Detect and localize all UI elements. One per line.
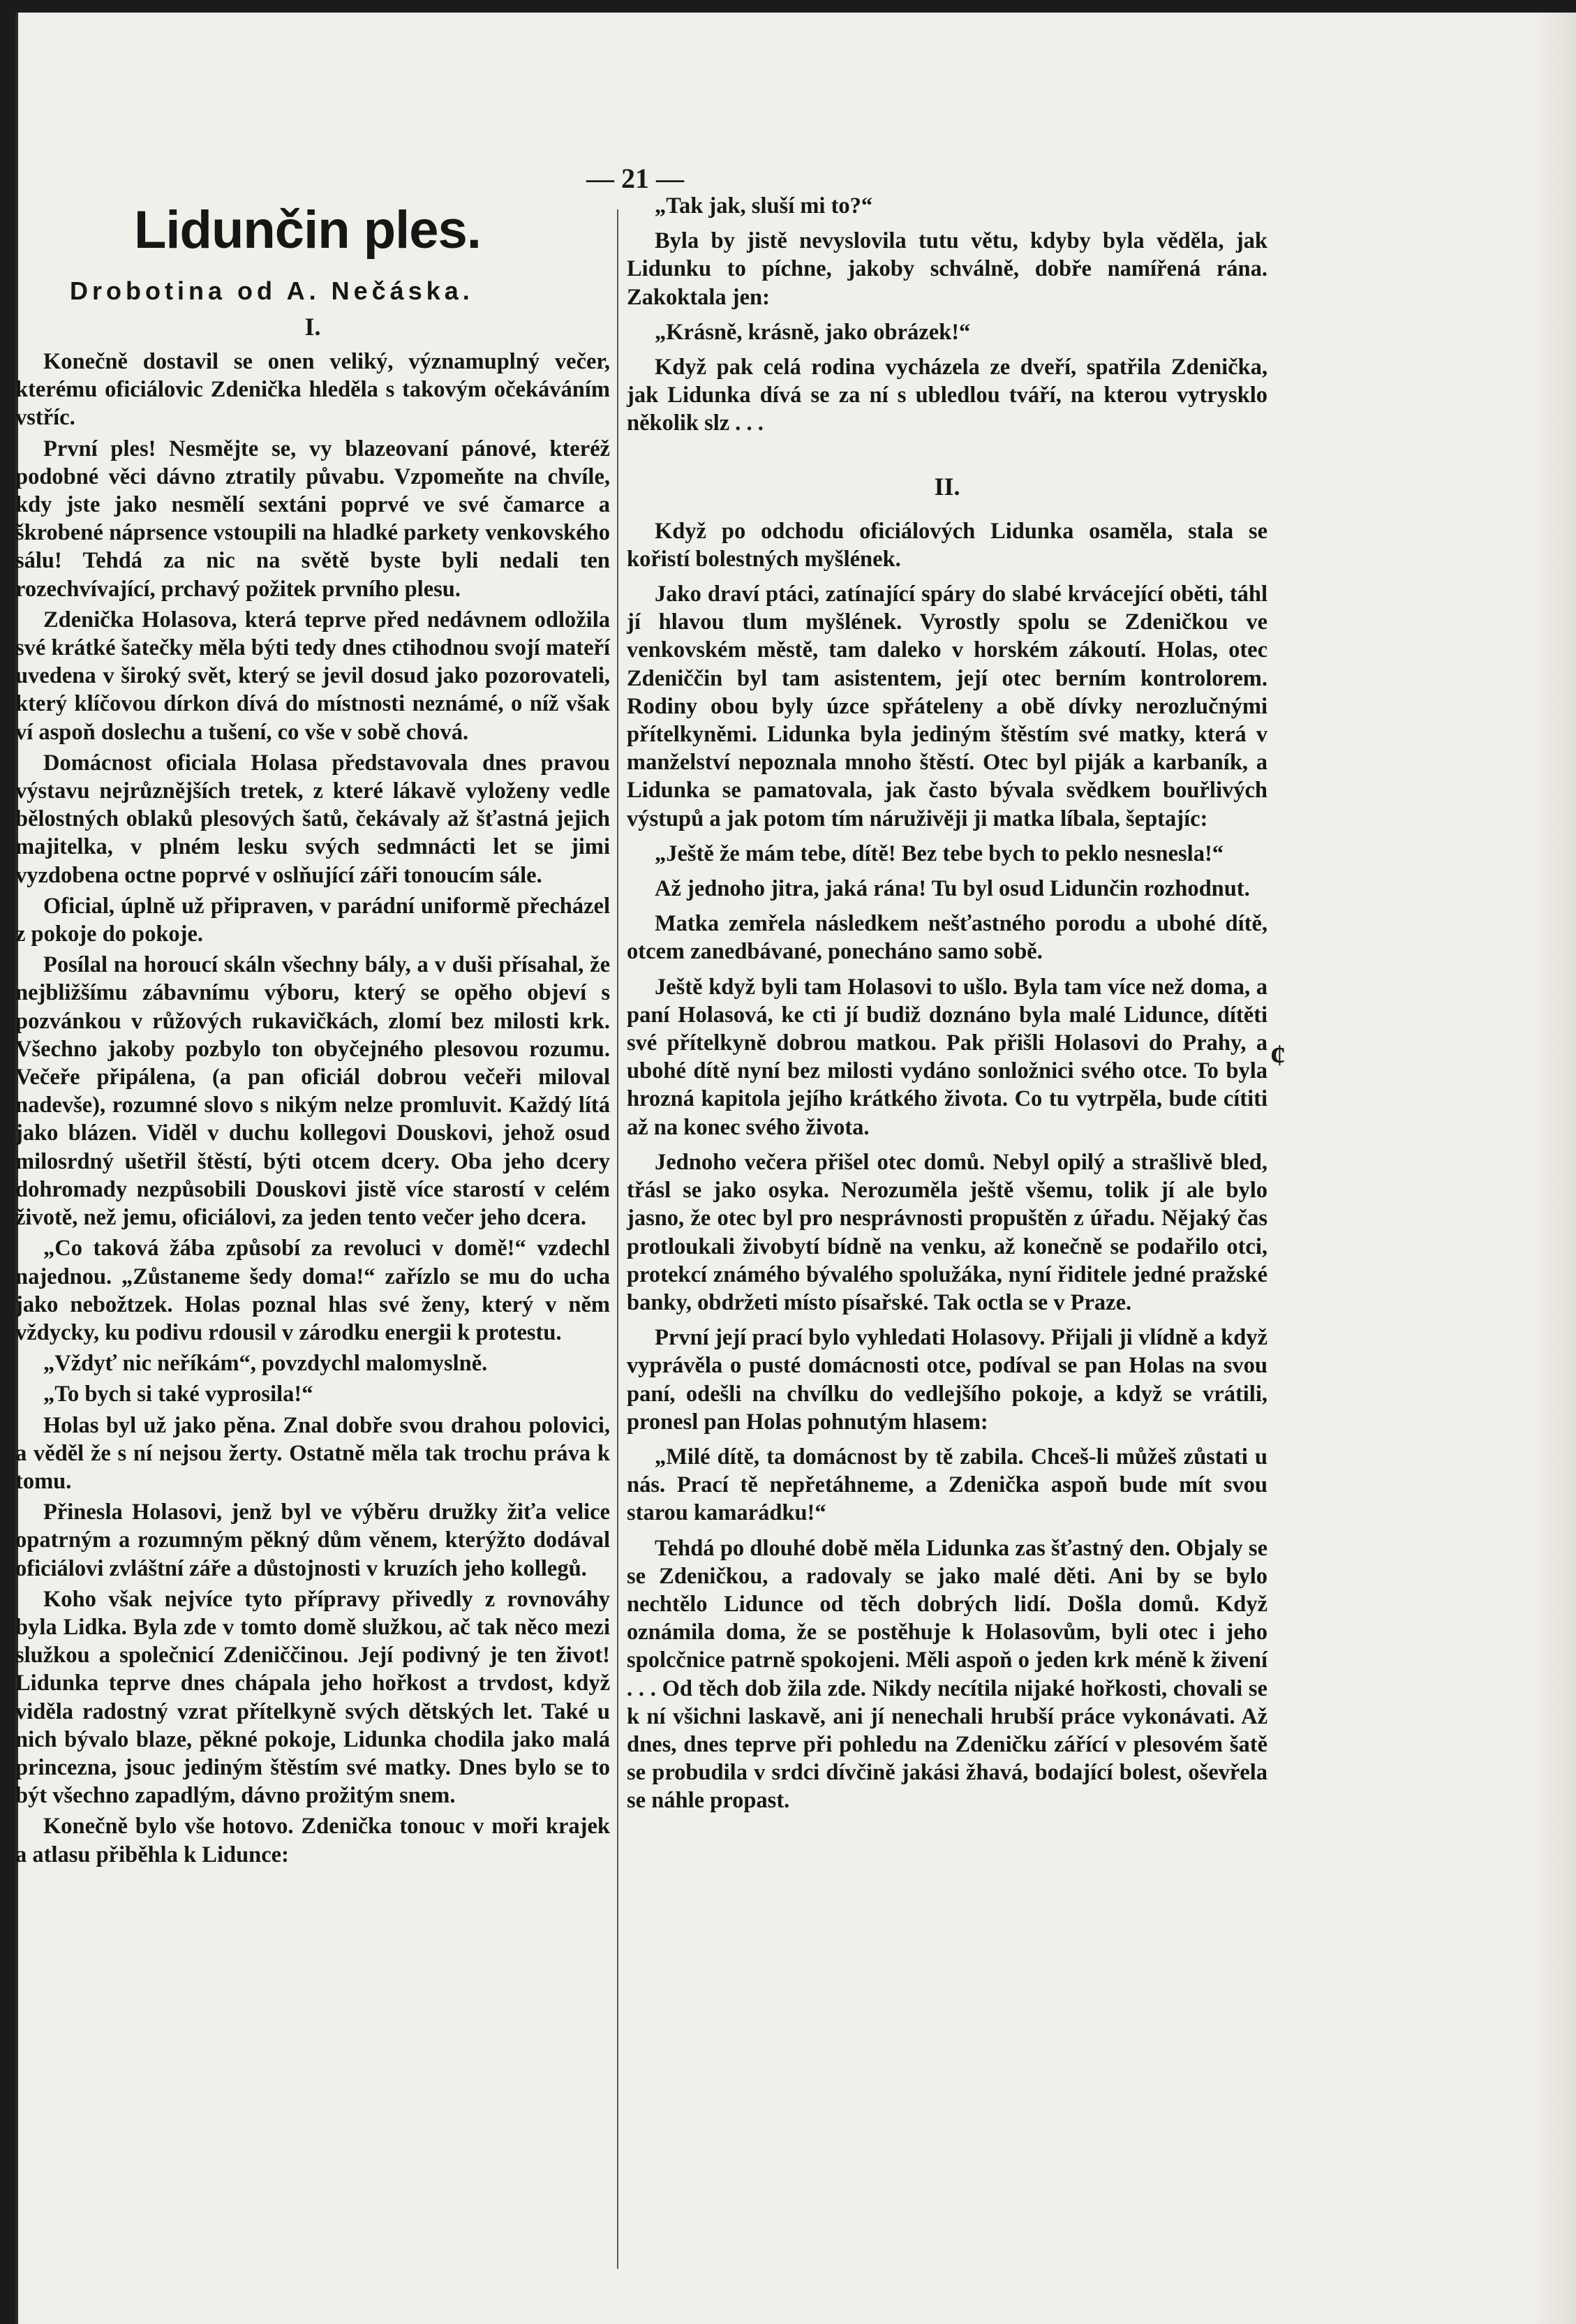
page-number: — 21 —	[586, 163, 684, 194]
right-column	[627, 192, 1268, 1822]
paragraph: Když po odchodu oficiálových Lidunka osaměla, stala se kořistí bolestných myšlének.	[627, 518, 1268, 572]
chapter-heading-2: II.	[934, 472, 960, 501]
paragraph: Když pak celá rodina vycházela ze dveří, spatřila Zdenička, jak Lidunka dívá se za ní s ubledlou tváří, na kterou vytrysklo několik slz . . .	[627, 355, 1268, 436]
paragraph: Matka zemřela následkem nešťastného porodu a ubohé dítě, otcem zanedbávané, ponecháno samo sobě.	[627, 911, 1268, 965]
paragraph: Ještě když byli tam Holasovi to ušlo. Byla tam více než doma, a paní Holasová, ke cti jí budiž doznáno byla malé Lidunce, dítěti své přítelkyně dobrou matkou. Pak přišli Holasovi do Prahy, a ubohé dítě nyní bez milosti vydáno sonložnici svého otce. To byla hrozná kapitola jejího krátkého života. Co tu vytrpěla, bude cítiti až na konec svého života.	[627, 974, 1268, 1140]
paragraph: Přinesla Holasovi, jenž byl ve výběru družky žiťa velice opatrným a rozumným pěkný dům věnem, kterýžto dodával oficiálovi zvláštní záře a důstojnosti v kruzích jeho kollegů.	[15, 1500, 610, 1581]
paper-edge-shadow	[1530, 13, 1576, 2324]
paragraph: Zdenička Holasova, která teprve před nedávnem odložila své krátké šatečky měla býti tedy dnes ctihodnou svojí mateří uvedena v široký svět, který se jevil dosud jako pozorovateli, který klíčovou dírkon dívá do místnosti neznámé, o níž však ví aspoň doslechu a tušení, co vše v sobě chová.	[15, 607, 610, 745]
story-byline: Drobotina od A. Nečáska.	[70, 276, 474, 305]
chapter-heading-1: I.	[304, 313, 321, 341]
paragraph: „Vždyť nic neříkám“, povzdychl malomyslně.	[43, 1351, 488, 1377]
paragraph: Koho však nejvíce tyto přípravy přivedly z rovnováhy byla Lidka. Byla zde v tomto domě služkou, ač tak něco mezi služkou a společnicí Zdeniččinou. Její podivný je ten život! Lidunka teprve dnes chápala jeho hořkost a trvdost, když viděla radostný vzrat přítelkyně svých dětských let. Také u nich bývalo blaze, pěkné pokoje, Lidunka chodila jako malá princezna, jsouc jediným štěstím své matky. Dnes bylo se to být všechno zapadlým, dávno prožitým snem.	[15, 1586, 610, 1809]
paragraph: „To bych si také vyprosila!“	[43, 1382, 313, 1407]
paragraph: První ples! Nesmějte se, vy blazeovaní pánové, kteréž podobné věci dávno ztratily půvabu. Vzpomeňte na chvíle, kdy jste jako nesmělí sextáni poprvé ve své čamarce a škrobené náprsence vstoupili na hladké parkety venkovského sálu! Tehdá za nic na světě byste byli nedali ten rozechvívající, prchavý požitek prvního plesu.	[15, 436, 610, 602]
paragraph: Konečně bylo vše hotovo. Zdenička tonouc v moři krajek a atlasu přiběhla k Lidunce:	[15, 1814, 610, 1867]
paragraph: Domácnost oficiala Holasa představovala dnes pravou výstavu nejrůznějších tretek, z které lákavě vyloženy vedle bělostných oblaků plesových šatů, čekávaly až šťastná jejich majitelka, v plném lesku svých sedmnácti let se jimi vyzdobena octne poprvé v oslňující záři tonoucím sále.	[15, 750, 610, 888]
paragraph: Oficial, úplně už připraven, v parádní uniformě přecházel z pokoje do pokoje.	[15, 893, 610, 947]
paragraph: „Krásně, krásně, jako obrázek!“	[655, 319, 971, 345]
paragraph: Jednoho večera přišel otec domů. Nebyl opilý a strašlivě bled, třásl se jako osyka. Nerozuměla ještě všemu, tolik jí ale bylo jasno, že otec byl pro nesprávnosti propuštěn z úřadu. Nějaký čas protloukali živobytí bídně na venku, až konečně se podařilo otci, protekcí známého bývalého spolužáka, nyní řiditele jedné pražské banky, obdržeti místo písařské. Tak octla se v Praze.	[627, 1149, 1268, 1315]
paragraph: Posílal na horoucí skáln všechny bály, a v duši přísahal, že nejbližšímu zábavnímu výboru, který se opěho objeví s pozvánkou v růžových rukavičkách, zlomí bez milosti krk. Všechno jakoby pozbylo ton obyčejného plesovou rozumu. Večeře připálena, (a pan oficiál dobrou večeři miloval nadevše), rozumné slovo s nikým nelze promluvit. Každý lítá jako blázen. Viděl v duchu kollegovi Douskovi, jehož osud milosrdný ušetřil štěstí, býti otcem dcery. Oba jeho dcery dohromady nezpůsobili Douskovi jistě více starostí v celém životě, než jemu, oficiálovi, za jeden tento večer jeho dcera.	[15, 952, 610, 1231]
paragraph: Byla by jistě nevyslovila tutu větu, kdyby byla věděla, jak Lidunku to píchne, jakoby schválně, dobře namířená rána. Zakoktala jen:	[627, 228, 1268, 310]
paragraph: Jako draví ptáci, zatínající spáry do slabé krvácející oběti, táhl jí hlavou tlum myšlének. Vyrostly spolu se Zdeničkou ve venkovském městě, tam daleko v horském zákoutí. Holas, otec Zdeniččin byl tam asistentem, její otec berním kontrolorem. Rodiny obou byly úzce spřáteleny a obě dívky nerozlučnými přítelkyněmi. Lidunka byla jediným štěstím své matky, která v manželství nepoznala mnoho štěstí. Otec byl piják a karbaník, a Lidunka se pamatovala, jak často bývala svědkem bouřlivých výstupů a jak potom tím náruživěji ji matka líbala, šeptajíc:	[627, 582, 1268, 831]
paragraph: „Ještě že mám tebe, dítě! Bez tebe bych to peklo nesnesla!“	[655, 841, 1224, 866]
paragraph: První její prací bylo vyhledati Holasovy. Přijali ji vlídně a když vyprávěla o pusté domácnosti otce, podíval se pan Holas na svou paní, odešli na chvílku do vedlejšího pokoje, a když se vrátili, pronesl pan Holas pohnutým hlasem:	[627, 1325, 1268, 1435]
story-title: Lidunčin ples.	[134, 200, 481, 260]
paragraph: Konečně dostavil se onen veliký, významuplný večer, kterému oficiálovic Zdenička hleděla s takovým očekáváním vstříc.	[15, 349, 610, 431]
margin-mark: ¢	[1270, 1038, 1286, 1072]
paragraph: „Tak jak, sluší mi to?“	[655, 193, 873, 219]
paragraph: „Milé dítě, ta domácnost by tě zabila. Chceš-li můžeš zůstati u nás. Prací tě nepřetáhneme, a Zdenička aspoň bude mít svou starou kamarádku!“	[627, 1444, 1268, 1526]
paragraph: Až jednoho jitra, jaká rána! Tu byl osud Lidunčin rozhodnut.	[655, 876, 1250, 902]
paragraph: Holas byl už jako pěna. Znal dobře svou drahou polovici, a věděl že s ní nejsou žerty. Ostatně měla tak trochu práva k tomu.	[15, 1412, 610, 1494]
paragraph: „Co taková žába způsobí za revoluci v domě!“ vzdechl najednou. „Zůstaneme šedy doma!“ zařízlo se mu do ucha jako nebožtzek. Holas poznal hlas své ženy, který v něm vždycky, ku podivu rdousil v zárodku energii k protestu.	[15, 1236, 610, 1345]
column-divider	[617, 209, 618, 2269]
paragraph: Tehdá po dlouhé době měla Lidunka zas šťastný den. Objaly se se Zdeničkou, a radovaly se jako malé děti. Ani by se bylo nechtělo Lidunce od těch dobrých lidí. Došla domů. Když oznámila doma, že se postěhuje k Holasovům, byli otec i jeho spolcčnice patrně spokojeni. Měli aspoň o jeden krk méně k živení . . . Od těch dob žila zde. Nikdy necítila nijaké hořkosti, chovali se k ní všichni laskavě, ani jí nenechali hrubší práce vykonávati. Až dnes, dnes teprve při pohledu na Zdeničku zářící v plesovém šatě se probudila v srdci dívčině jakási žhavá, bodající bolest, oševřela se náhle propast.	[627, 1535, 1268, 1814]
left-column	[15, 188, 610, 1872]
